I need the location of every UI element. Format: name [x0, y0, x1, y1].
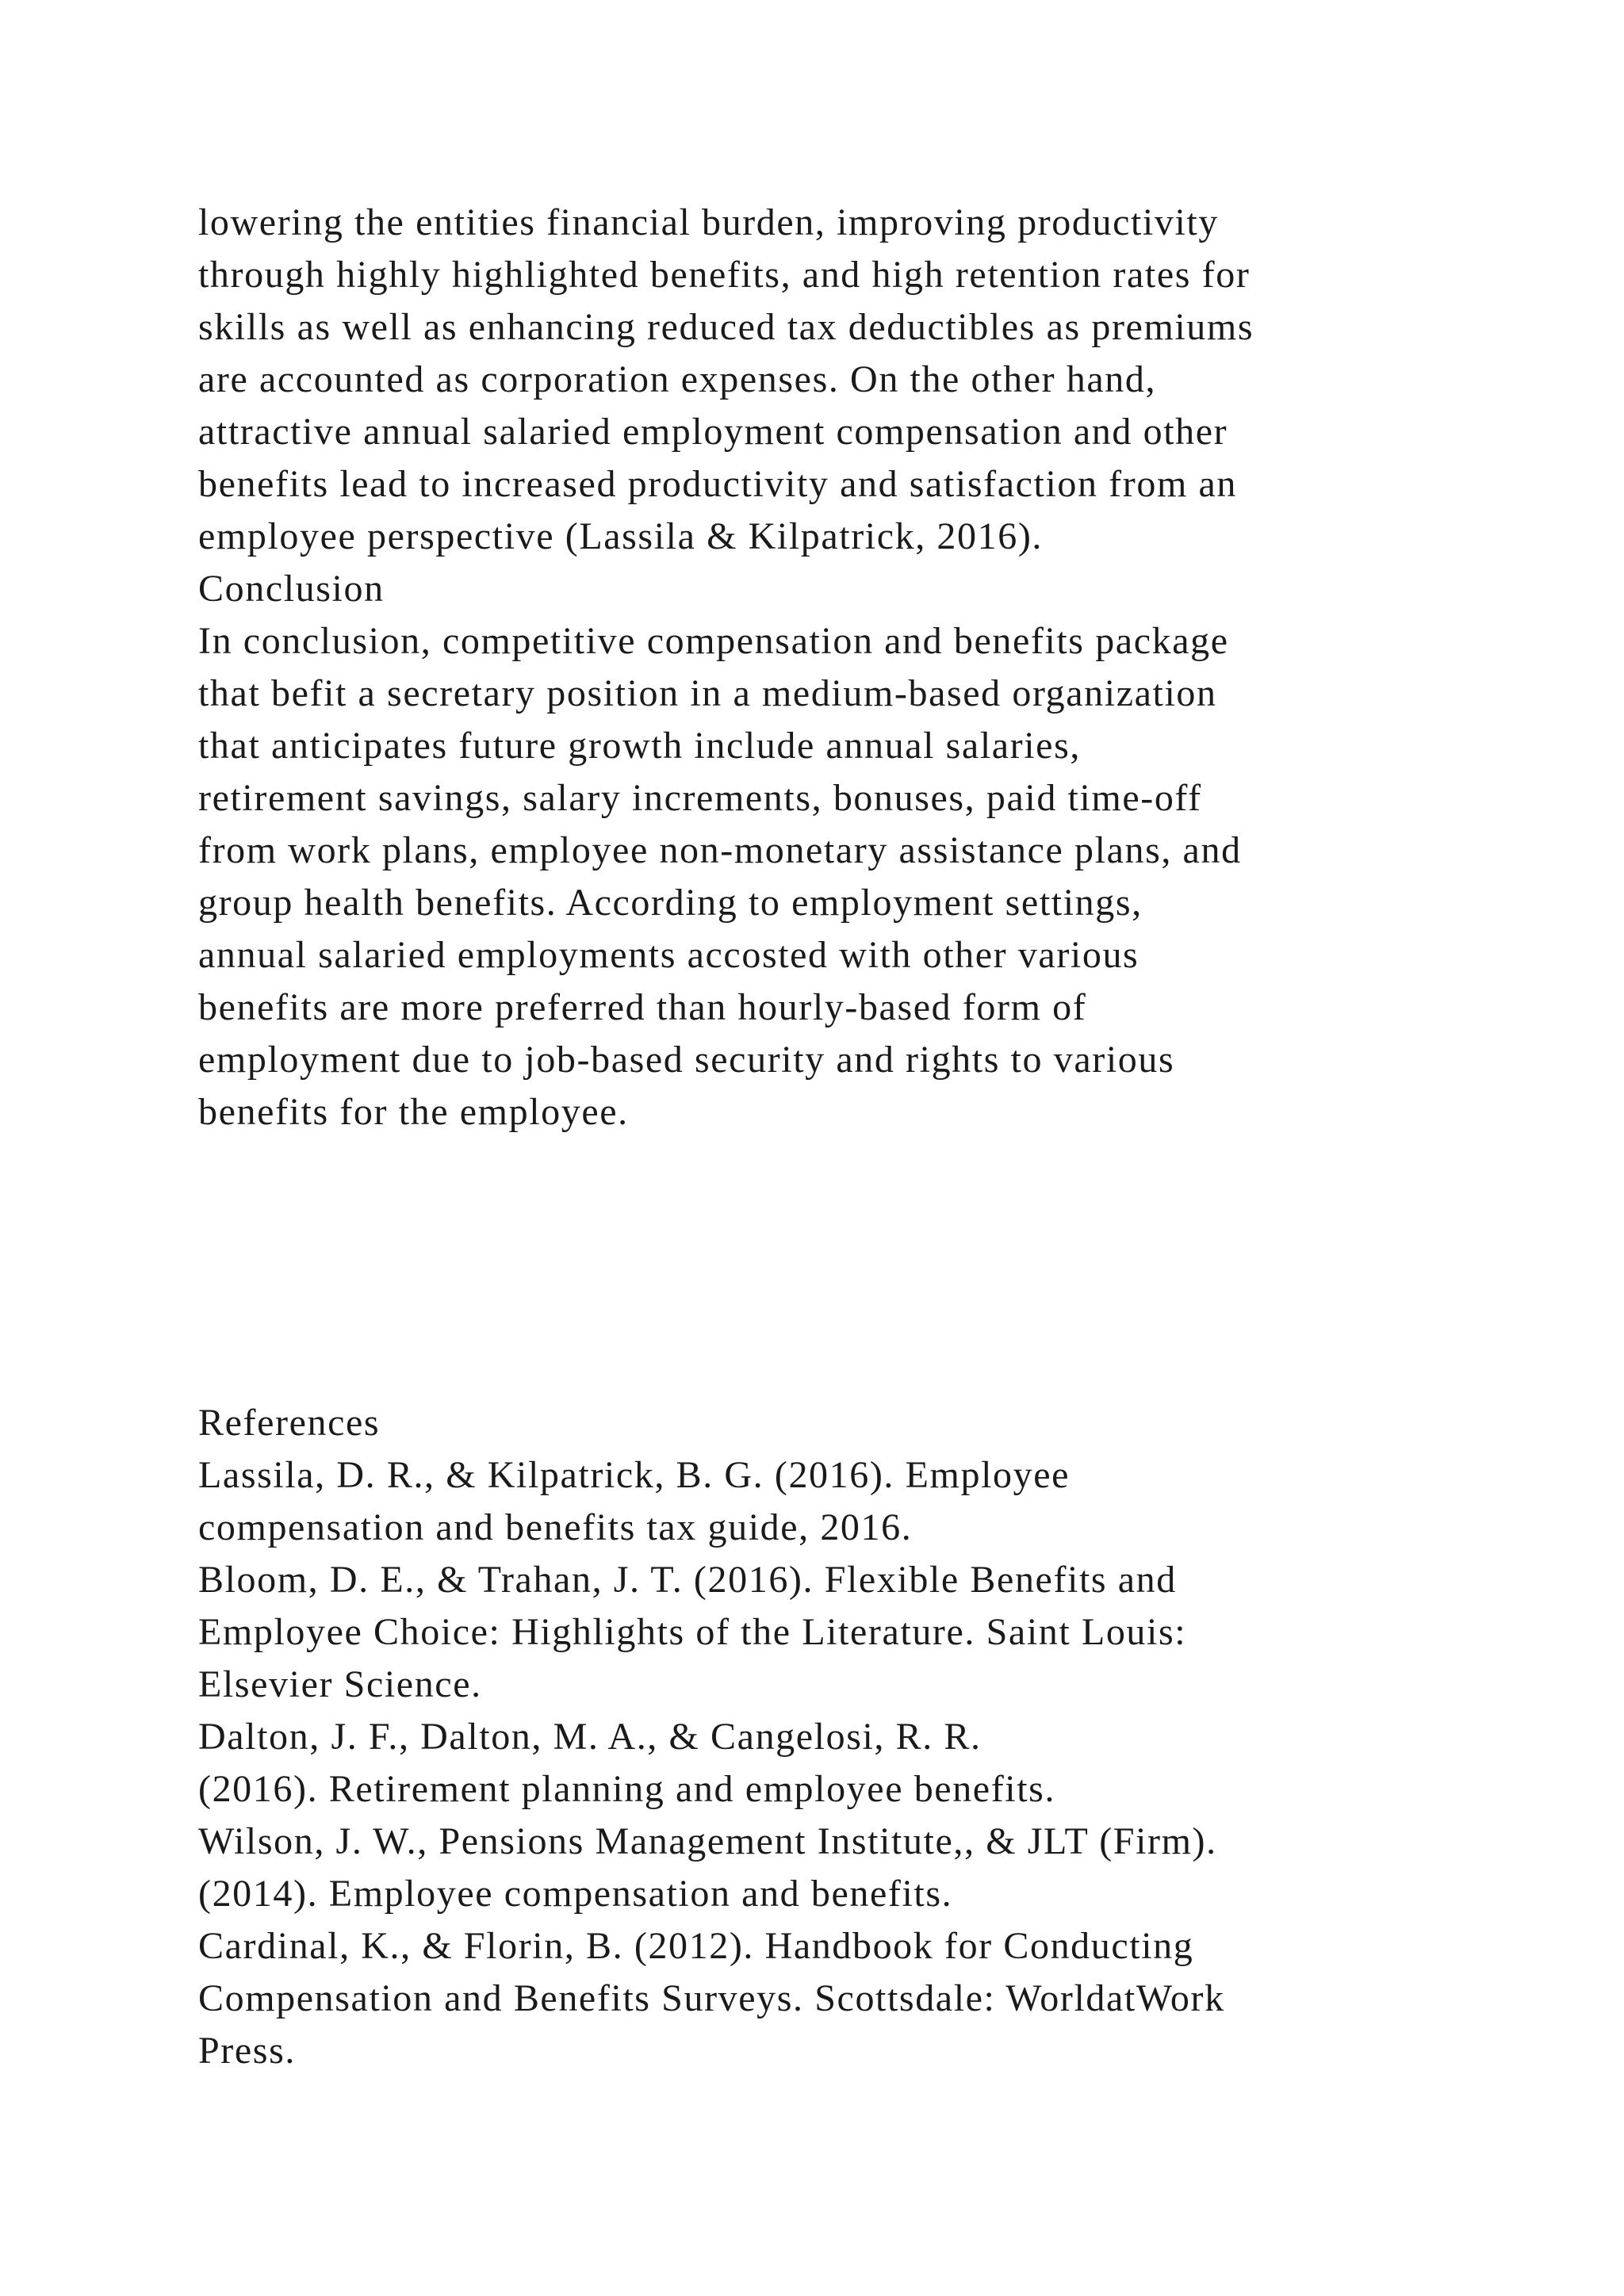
body-line: through highly highlighted benefits, and high retention rates for — [198, 254, 1251, 296]
references-section — [198, 1397, 1546, 2077]
body-line: employment due to job-based security and rights to various — [198, 1039, 1175, 1081]
body-line: lowering the entities financial burden, improving productivity — [198, 201, 1219, 243]
reference-line: (2014). Employee compensation and benefits. — [198, 1873, 953, 1915]
body-line: benefits for the employee. — [198, 1091, 629, 1133]
reference-line: Cardinal, K., & Florin, B. (2012). Handbook for Conducting — [198, 1925, 1194, 1967]
body-line: annual salaried employments accosted with other various — [198, 934, 1139, 976]
body-text — [198, 197, 1546, 1138]
reference-line: Employee Choice: Highlights of the Literature. Saint Louis: — [198, 1611, 1187, 1653]
reference-line: Press. — [198, 2030, 296, 2072]
body-line: from work plans, employee non-monetary assistance plans, and — [198, 829, 1242, 871]
body-line: that befit a secretary position in a medium-based organization — [198, 672, 1217, 714]
reference-line: Bloom, D. E., & Trahan, J. T. (2016). Flexible Benefits and — [198, 1559, 1177, 1601]
body-line: that anticipates future growth include annual salaries, — [198, 725, 1081, 767]
reference-line: Lassila, D. R., & Kilpatrick, B. G. (2016). Employee — [198, 1454, 1071, 1496]
body-line: are accounted as corporation expenses. On the other hand, — [198, 358, 1157, 400]
body-line: employee perspective (Lassila & Kilpatrick, 2016). — [198, 515, 1044, 557]
body-line: retirement savings, salary increments, bonuses, paid time-off — [198, 777, 1202, 819]
references-heading: References — [198, 1402, 381, 1444]
reference-line: Elsevier Science. — [198, 1663, 482, 1705]
reference-line: (2016). Retirement planning and employee benefits. — [198, 1768, 1056, 1810]
reference-line: Wilson, J. W., Pensions Management Institute,, & JLT (Firm). — [198, 1820, 1217, 1862]
conclusion-heading: Conclusion — [198, 568, 385, 610]
body-line: attractive annual salaried employment compensation and other — [198, 411, 1228, 453]
reference-line: compensation and benefits tax guide, 2016. — [198, 1506, 913, 1548]
reference-line: Compensation and Benefits Surveys. Scottsdale: WorldatWork — [198, 1977, 1225, 2019]
body-line: benefits are more preferred than hourly-based form of — [198, 986, 1087, 1028]
body-line: benefits lead to increased productivity and satisfaction from an — [198, 463, 1237, 505]
body-line: In conclusion, competitive compensation and benefits package — [198, 620, 1229, 662]
body-line: group health benefits. According to employment settings, — [198, 882, 1143, 924]
reference-line: Dalton, J. F., Dalton, M. A., & Cangelosi, R. R. — [198, 1716, 982, 1758]
body-line: skills as well as enhancing reduced tax deductibles as premiums — [198, 306, 1254, 348]
